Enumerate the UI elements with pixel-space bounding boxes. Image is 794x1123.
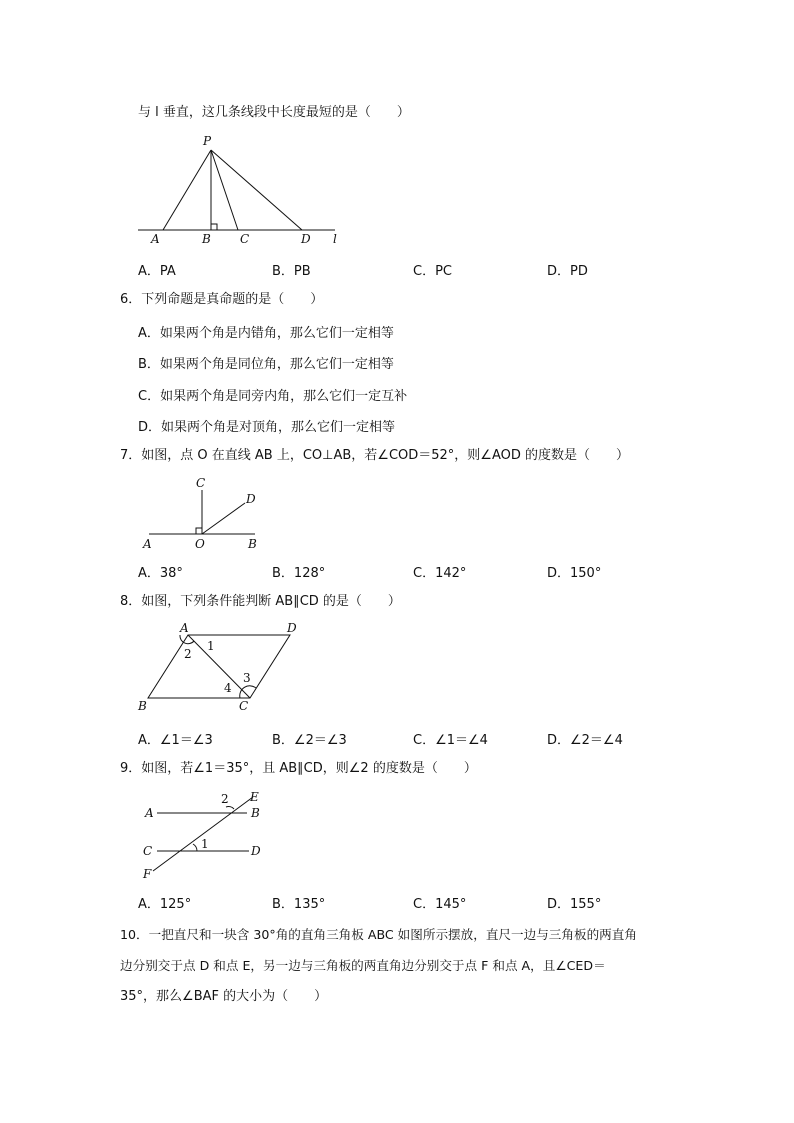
label-p: P [203,134,212,148]
q10-line-2: 边分别交于点 D 和点 E，另一边与三角板的两直角边分别交于点 F 和点 A，且∠CED＝ [120,958,606,973]
q7-stem: 7．如图，点 O 在直线 AB 上，CO⊥AB，若∠COD＝52°，则∠AOD 的度数是（ ） [120,448,629,463]
q9-figure [135,785,275,885]
q8-option-d[interactable]: D．∠2＝∠4 [547,733,623,748]
angle-label-1: 1 [207,639,215,653]
label-b: B [202,232,211,246]
q8-option-b[interactable]: B．∠2＝∠3 [272,733,347,748]
label-a: A [151,232,160,246]
q5-option-d[interactable]: D．PD [547,264,588,279]
q7-option-b[interactable]: B．128° [272,566,326,581]
diagonal-ac [188,635,250,698]
angle-label-3: 3 [243,671,251,685]
q10-line-1: 10．一把直尺和一块含 30°角的直角三角板 ABC 如图所示摆放，直尺一边与三角板的两直角 [120,927,637,942]
segment-pa [163,150,211,230]
q6-option-d[interactable]: D．如果两个角是对顶角，那么它们一定相等 [138,420,396,435]
label-o: O [195,537,205,550]
right-angle-mark [211,224,217,230]
q8-option-a[interactable]: A．∠1＝∠3 [138,733,213,748]
q8-figure [130,618,320,718]
q9-stem: 9．如图，若∠1＝35°，且 AB∥CD，则∠2 的度数是（ ） [120,761,477,776]
angle-label-2: 2 [221,792,229,806]
label-a: A [180,621,189,635]
q5-figure [130,130,350,250]
ray-od [202,503,245,534]
label-a: A [145,806,154,820]
q9-option-c[interactable]: C．145° [413,897,467,912]
label-b: B [248,537,257,550]
label-d: D [287,621,297,635]
label-c: C [240,232,250,246]
label-d: D [246,492,256,506]
label-d: D [301,232,311,246]
q5-option-a[interactable]: A．PA [138,264,176,279]
label-d: D [251,844,261,858]
angle-label-2: 2 [184,647,192,661]
q7-option-d[interactable]: D．150° [547,566,602,581]
transversal-ef [153,797,253,871]
q6-option-a[interactable]: A．如果两个角是内错角，那么它们一定相等 [138,326,394,341]
q10-line-3: 35°，那么∠BAF 的大小为（ ） [120,989,328,1004]
q9-option-d[interactable]: D．155° [547,897,602,912]
q5-option-b[interactable]: B．PB [272,264,311,279]
angle-label-1: 1 [201,837,209,851]
label-c: C [143,844,153,858]
label-c: C [196,476,206,490]
label-a: A [143,537,152,550]
q9-option-a[interactable]: A．125° [138,897,192,912]
label-c: C [239,699,249,713]
angle-arc-1 [193,844,197,851]
q7-option-c[interactable]: C．142° [413,566,467,581]
q6-option-b[interactable]: B．如果两个角是同位角，那么它们一定相等 [138,357,394,372]
q9-option-b[interactable]: B．135° [272,897,326,912]
q6-stem: 6．下列命题是真命题的是（ ） [120,292,324,307]
angle-label-4: 4 [224,681,232,695]
label-b: B [138,699,147,713]
q6-option-c[interactable]: C．如果两个角是同旁内角，那么它们一定互补 [138,389,408,404]
q7-option-a[interactable]: A．38° [138,566,183,581]
label-f: F [143,867,152,881]
right-angle-mark [196,528,202,534]
q5-option-c[interactable]: C．PC [413,264,452,279]
label-l: l [333,232,337,246]
q8-stem: 8．如图，下列条件能判断 AB∥CD 的是（ ） [120,594,401,609]
q7-figure [135,470,275,550]
label-e: E [250,790,259,804]
q8-option-c[interactable]: C．∠1＝∠4 [413,733,488,748]
label-b: B [251,806,260,820]
angle-arc-2 [226,806,234,809]
q5-stem: 与 l 垂直，这几条线段中长度最短的是（ ） [138,105,410,120]
